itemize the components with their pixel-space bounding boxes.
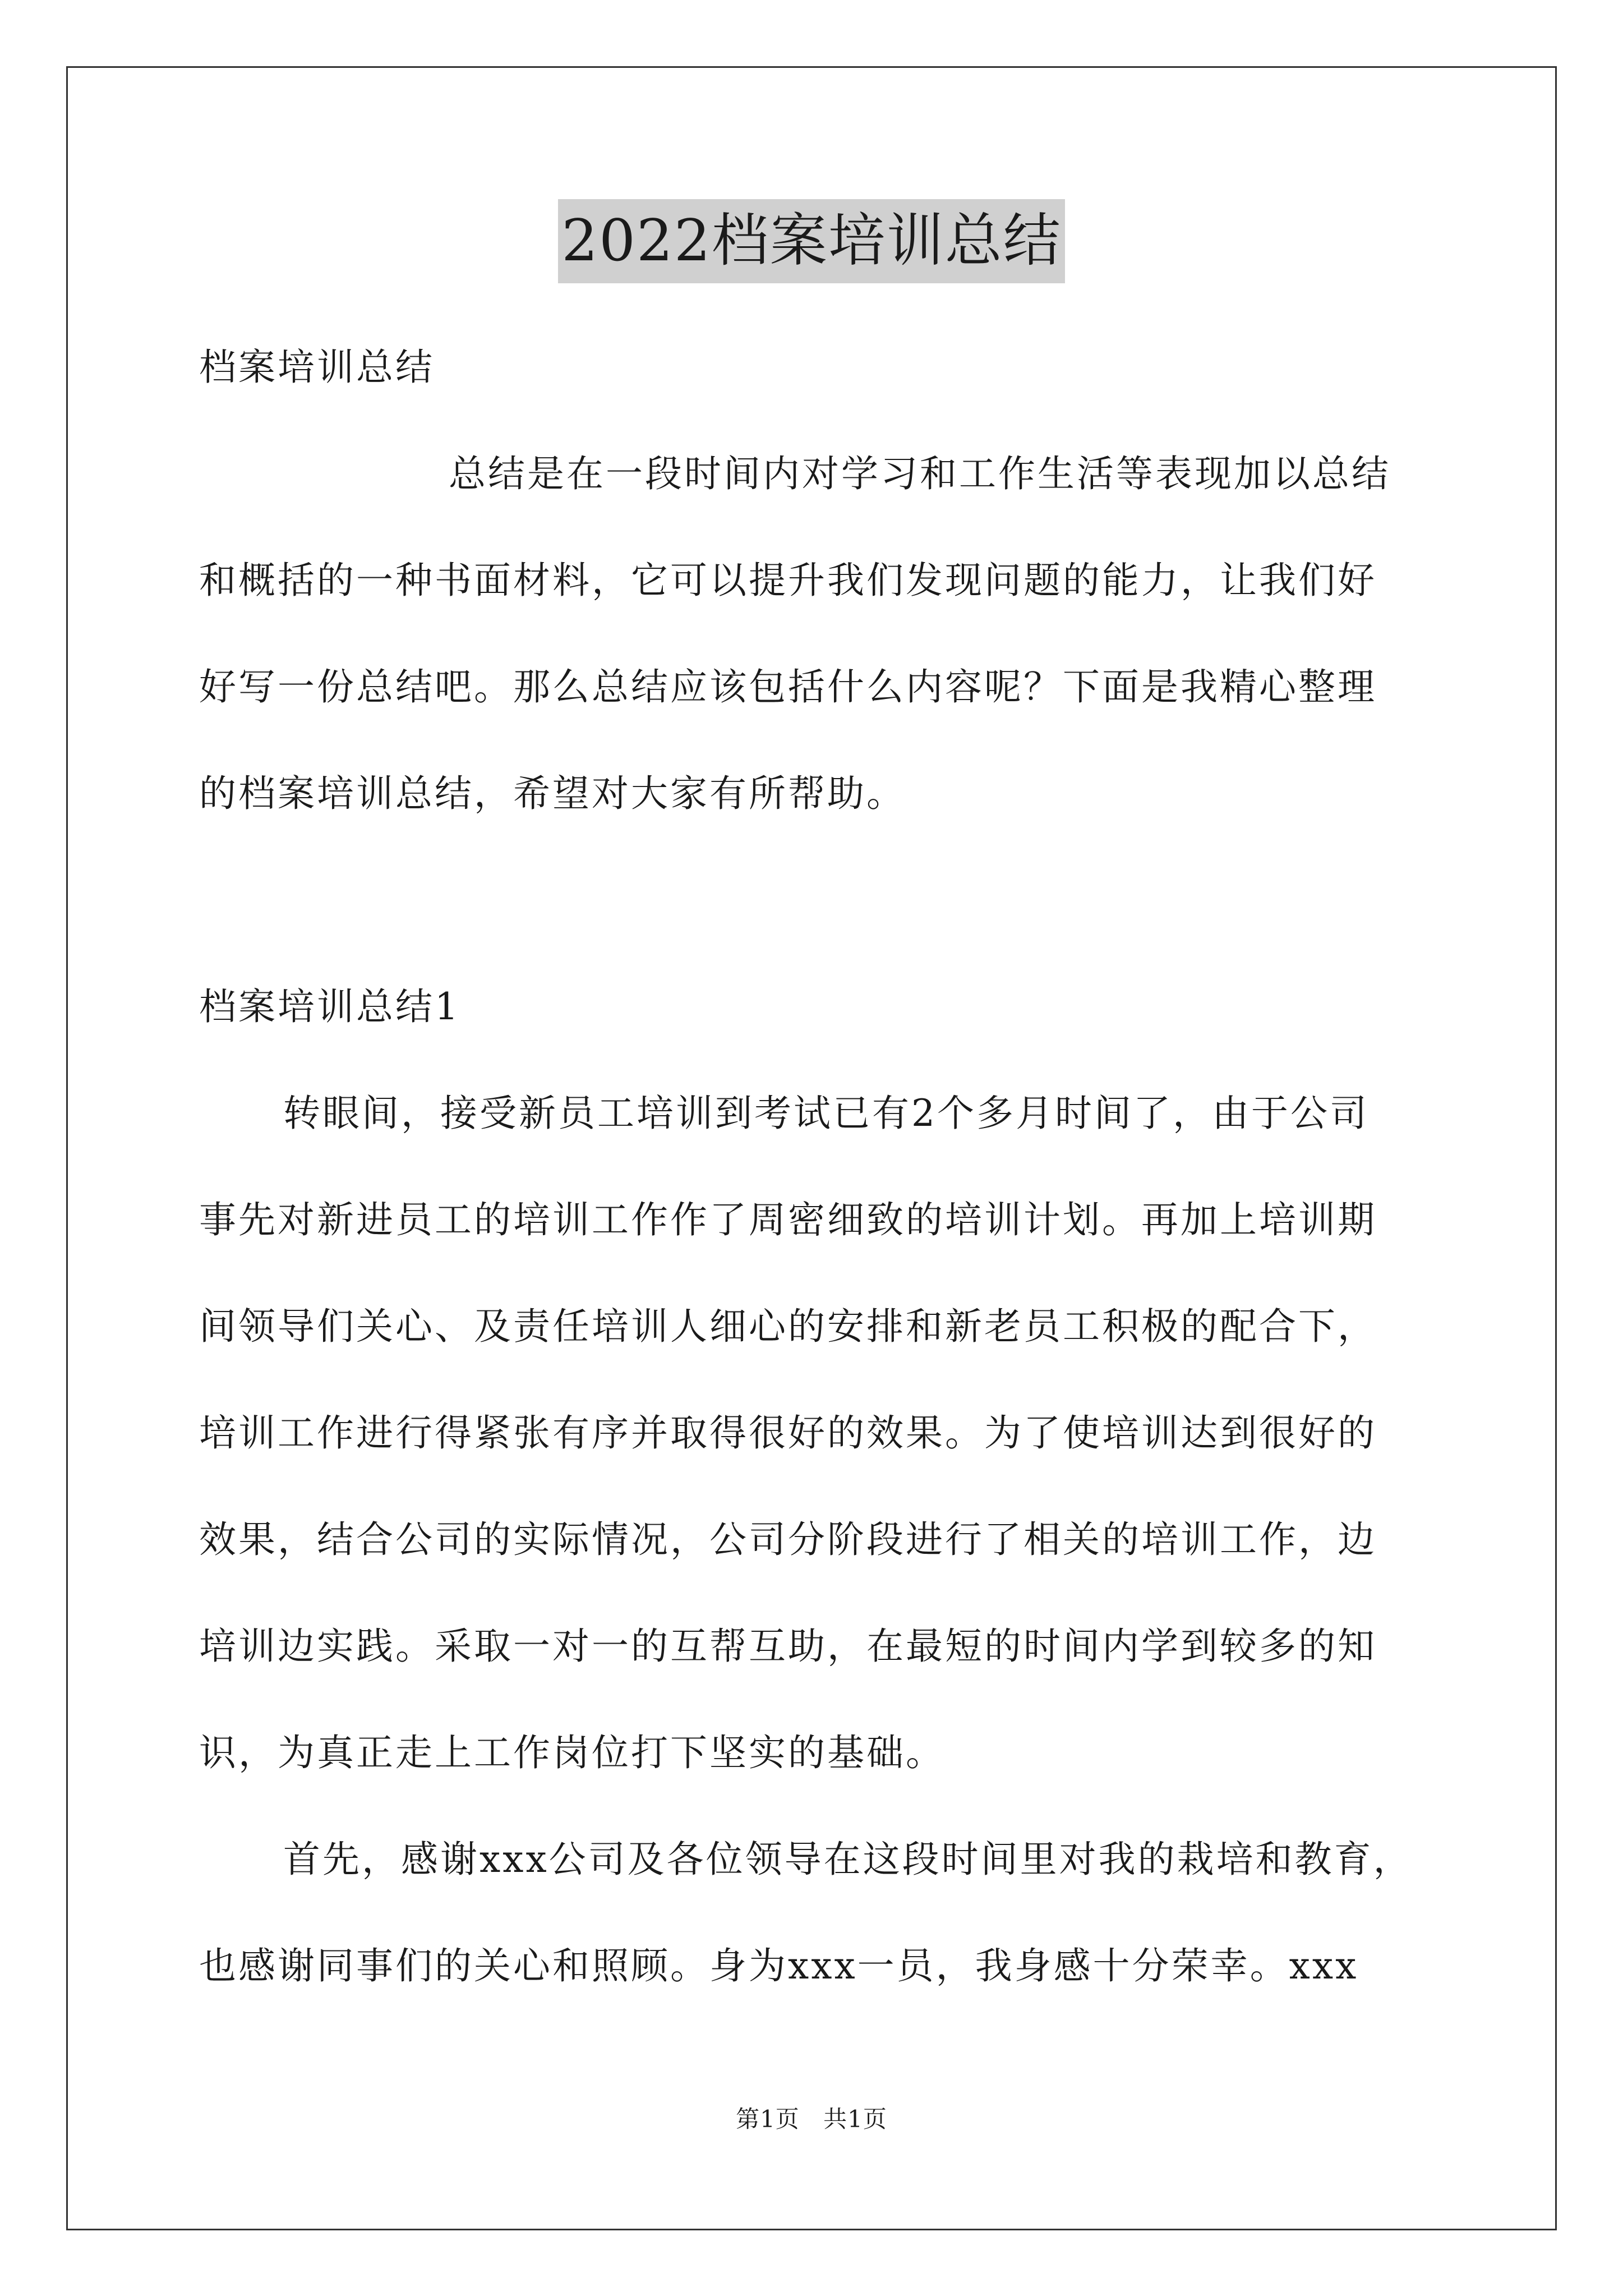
- paragraph-line: 培训工作进行得紧张有序并取得很好的效果。为了使培训达到很好的: [199, 1411, 1377, 1455]
- blank-line: [199, 847, 1433, 954]
- paragraph-line: 识，为真正走上工作岗位打下坚实的基础。: [199, 1731, 945, 1774]
- paragraph-line: 的档案培训总结，希望对大家有所帮助。: [199, 772, 906, 815]
- paragraph-line: 总结是在一段时间内对学习和工作生活等表现加以总结: [449, 452, 1391, 495]
- section-heading: 档案培训总结1: [199, 985, 460, 1028]
- paragraph-line: 也感谢同事们的关心和照顾。身为xxx一员，我身感十分荣幸。xxx: [199, 1944, 1359, 1987]
- paragraph-line: 和概括的一种书面材料，它可以提升我们发现问题的能力，让我们好: [199, 559, 1377, 602]
- page-total: 共1页: [823, 2105, 887, 2133]
- paragraph-line: 事先对新进员工的培训工作作了周密细致的培训计划。再加上培训期: [199, 1198, 1377, 1241]
- title-container: [0, 199, 1623, 283]
- paragraph-line: 好写一份总结吧。那么总结应该包括什么内容呢？下面是我精心整理: [199, 665, 1377, 708]
- document-title: 2022档案培训总结: [558, 199, 1065, 283]
- paragraph-line: 转眼间，接受新员工培训到考试已有2个多月时间了，由于公司: [283, 1092, 1369, 1135]
- section-heading: 档案培训总结: [199, 346, 435, 389]
- paragraph-line: 间领导们关心、及责任培训人细心的安排和新老员工积极的配合下，: [199, 1305, 1377, 1348]
- paragraph-line: 首先，感谢xxx公司及各位领导在这段时间里对我的栽培和教育，: [283, 1838, 1413, 1881]
- paragraph-line: 培训边实践。采取一对一的互帮互助，在最短的时间内学到较多的知: [199, 1625, 1377, 1668]
- page-footer: [0, 2101, 1623, 2134]
- page-number: 第1页: [736, 2105, 800, 2133]
- paragraph-line: 效果，结合公司的实际情况，公司分阶段进行了相关的培训工作，边: [199, 1518, 1377, 1561]
- document-body: [199, 314, 1433, 2019]
